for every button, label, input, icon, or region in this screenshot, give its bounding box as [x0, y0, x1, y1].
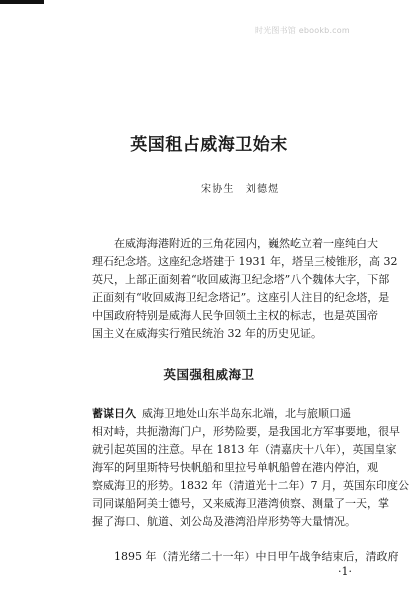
body-paragraph-continued [92, 548, 399, 566]
page-number: ·1· [338, 565, 352, 578]
paragraph-line: 在威海海港附近的三角花园内，巍然屹立着一座纯白大 [114, 237, 378, 250]
paragraph-line: 威海卫地处山东半岛东北端，北与旅顺口遥 [142, 407, 351, 420]
paragraph-line: 理石纪念塔。这座纪念塔建于 1931 年，塔呈三棱锥形，高 32 [92, 255, 398, 268]
paragraph-line: 1895 年（清光绪二十一年）中日甲午战争结束后，清政府 [114, 550, 399, 563]
paragraph-line: 英尺，上部正面刻着“收回威海卫纪念塔”八个魏体大字，下部 [92, 273, 390, 286]
paragraph-line: 国主义在威海实行殖民统治 32 年的历史见证。 [92, 327, 322, 340]
paragraph-line: 司同谋船阿美士德号，又来威海卫港湾侦察、测量了一天，掌 [92, 497, 389, 510]
watermark: 时光图书馆 ebookb.com [255, 26, 350, 35]
paragraph-line: 海军的阿里斯特号快帆船和里拉号单帆船曾在港内停泊，观 [92, 461, 378, 474]
paragraph-line: 相对峙，共扼渤海门户，形势险要，是我国北方军事要地，很早 [92, 425, 400, 438]
section-heading: 英国强租威海卫 [163, 367, 255, 382]
paragraph-first-line [92, 405, 364, 423]
paragraph-line: 就引起英国的注意。早在 1813 年（清嘉庆十八年），英国皇家 [92, 443, 397, 456]
paragraph-line: 察威海卫的形势。1832 年（清道光十二年）7 月，英国东印度公 [92, 479, 409, 492]
scan-edge-mark [0, 0, 44, 4]
page-top-edge [0, 0, 418, 6]
article-authors: 宋协生 刘德煜 [201, 184, 280, 195]
paragraph-line: 握了海口、航道、刘公岛及港湾沿岸形势等大量情况。 [92, 515, 356, 528]
article-title: 英国租占威海卫始末 [130, 135, 288, 155]
body-paragraph [92, 405, 409, 531]
paragraph-line: 正面刻有“收回威海卫纪念塔记”。这座引人注目的纪念塔，是 [92, 291, 390, 304]
paragraph-lead-phrase: 蓄谋日久 [92, 407, 136, 420]
paragraph-line: 中国政府特别是威海人民争回领土主权的标志，也是英国帝 [92, 309, 378, 322]
intro-paragraph [92, 235, 398, 343]
